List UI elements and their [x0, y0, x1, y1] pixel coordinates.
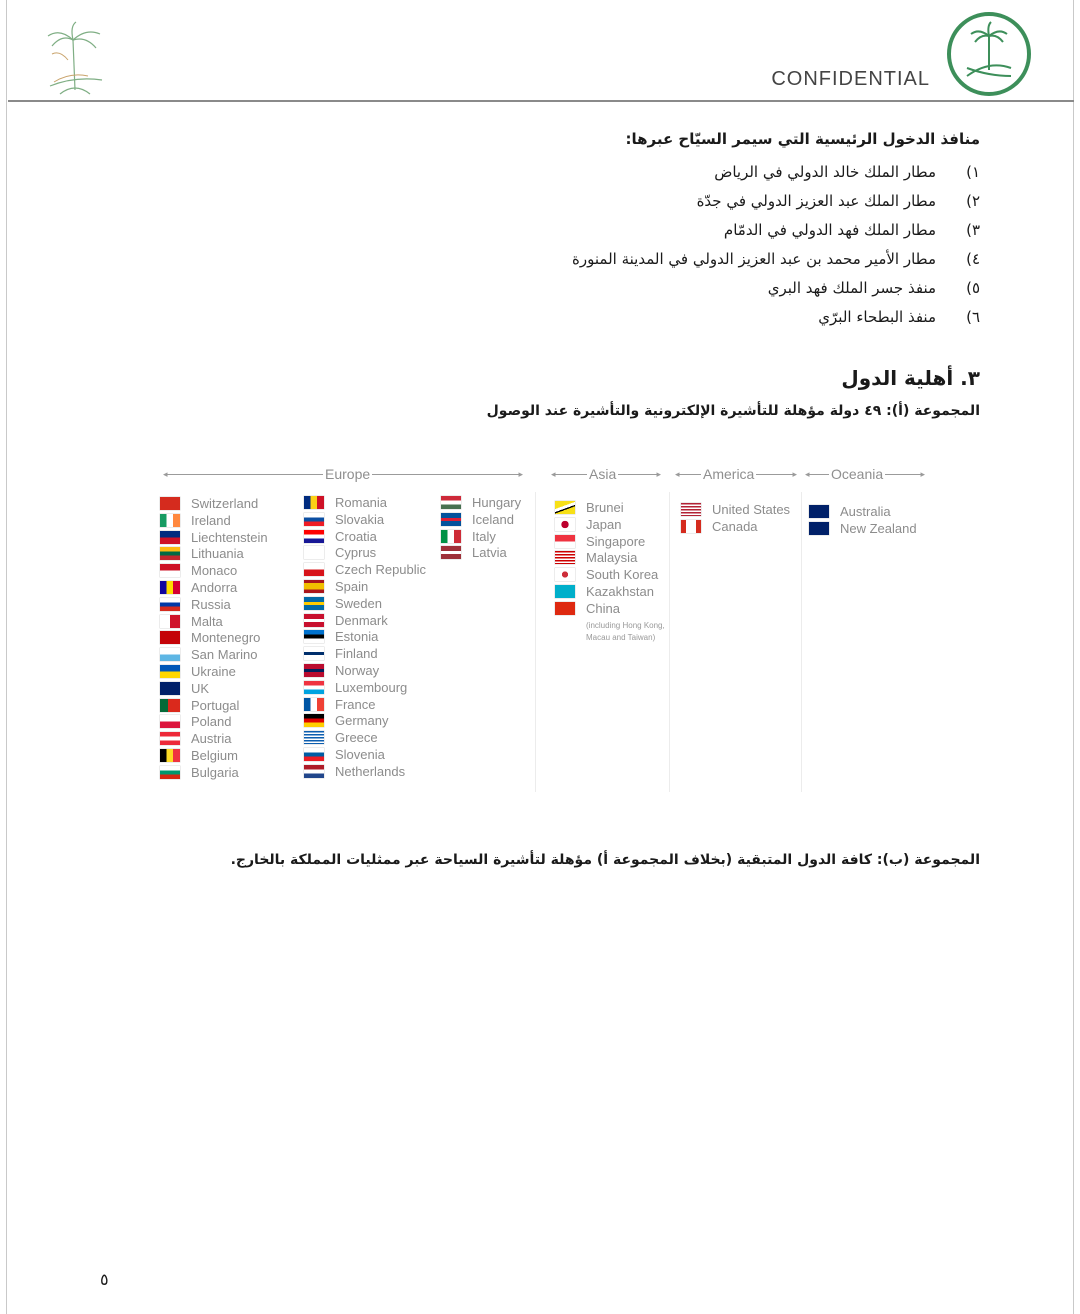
page-number: ٥ [100, 1270, 109, 1289]
country-name: Singapore [586, 533, 646, 549]
flag-icon [304, 714, 324, 727]
asia-column [555, 500, 658, 618]
list-item: ١)مطار الملك خالد الدولي في الرياض [714, 163, 980, 181]
flag-icon [160, 766, 180, 779]
country-item [555, 567, 658, 584]
country-name: Luxembourg [335, 679, 408, 695]
flag-icon [681, 503, 701, 516]
flag-icon [160, 699, 180, 712]
country-name: Croatia [335, 528, 377, 544]
country-eligibility-chart [155, 462, 930, 792]
region-asia-label: Asia [589, 466, 617, 482]
country-name: Liechtenstein [191, 529, 268, 545]
flag-icon [304, 530, 324, 543]
country-name: South Korea [586, 567, 659, 583]
country-name: Denmark [335, 612, 388, 628]
list-item: ٦)منفذ البطحاء البرّي [818, 308, 980, 326]
country-name: Italy [472, 528, 496, 544]
country-item [160, 664, 268, 681]
country-name: Poland [191, 714, 232, 730]
country-name: Hungary [472, 495, 522, 510]
flag-icon [304, 647, 324, 660]
country-item [441, 495, 521, 512]
flag-icon [160, 581, 180, 594]
flag-icon [304, 580, 324, 593]
flag-icon [160, 547, 180, 560]
country-item [160, 647, 268, 664]
country-name: Latvia [472, 545, 507, 561]
section-title: ٣. أهلية الدول [841, 366, 980, 390]
country-name: San Marino [191, 647, 258, 663]
flag-icon [160, 564, 180, 577]
confidential-label: CONFIDENTIAL [771, 68, 930, 90]
country-name: Switzerland [191, 496, 259, 511]
group-b-heading: المجموعة (ب): كافة الدول المتبقية (بخلاف المجموعة أ) مؤهلة لتأشيرة السياحة عبر ممثليات المملكة بالخارج. [230, 852, 980, 868]
flag-icon [304, 748, 324, 761]
country-name: Czech Republic [335, 562, 427, 578]
flag-icon [160, 514, 180, 527]
country-name: Montenegro [191, 630, 261, 646]
country-item [304, 680, 426, 697]
country-name: Slovenia [335, 746, 385, 762]
group-a-heading: المجموعة (أ): ٤٩ دولة مؤهلة للتأشيرة الإلكترونية والتأشيرة عند الوصول [486, 403, 980, 419]
country-item [160, 496, 268, 513]
flag-icon [160, 749, 180, 762]
country-item [160, 748, 268, 765]
flag-icon [160, 732, 180, 745]
country-item [304, 613, 426, 630]
country-name: France [335, 696, 376, 712]
country-name: Cyprus [335, 545, 377, 561]
country-item [441, 529, 521, 546]
flag-icon [304, 563, 324, 576]
europe-column-1 [160, 496, 268, 782]
country-item [809, 521, 917, 538]
country-item [160, 714, 268, 731]
country-name: Canada [712, 518, 758, 534]
flag-icon [441, 530, 461, 543]
country-name: Brunei [586, 500, 624, 515]
country-item [441, 512, 521, 529]
country-item [160, 765, 268, 782]
flag-icon [304, 546, 324, 559]
flag-icon [681, 520, 701, 533]
region-europe-label: Europe [325, 466, 371, 482]
country-item [304, 495, 426, 512]
flag-icon [441, 513, 461, 526]
country-item [304, 579, 426, 596]
flag-icon [160, 497, 180, 510]
country-item [160, 681, 268, 698]
country-name: China [586, 600, 620, 616]
country-item [304, 730, 426, 747]
palm-tree-logo [40, 20, 110, 100]
flag-icon [304, 664, 324, 677]
europe-column-2 [304, 495, 426, 781]
country-item [304, 545, 426, 562]
country-item [681, 502, 790, 519]
country-item [681, 519, 790, 536]
country-name: Germany [335, 713, 389, 729]
flag-icon [809, 522, 829, 535]
country-name: Malaysia [586, 550, 638, 566]
ports-title: منافذ الدخول الرئيسية التي سيمر السيّاح عبرها: [625, 130, 980, 148]
china-footnote: (including Hong Kong, Macau and Taiwan) [586, 621, 665, 642]
list-item: ٤)مطار الأمير محمد بن عبد العزيز الدولي في المدينة المنورة [572, 250, 980, 268]
country-name: Kazakhstan [586, 583, 654, 599]
country-name: Ukraine [191, 663, 236, 679]
flag-icon [555, 568, 575, 581]
country-item [809, 504, 917, 521]
country-name: Greece [335, 730, 378, 746]
flag-icon [809, 505, 829, 518]
header-divider [8, 100, 1074, 102]
saudi-emblem-logo [945, 10, 1033, 98]
country-name: Australia [840, 504, 891, 519]
country-item [160, 530, 268, 547]
country-name: Romania [335, 495, 388, 510]
flag-icon [555, 551, 575, 564]
europe-column-3 [441, 495, 521, 562]
country-name: Japan [586, 516, 622, 532]
flag-icon [160, 631, 180, 644]
country-name: Malta [191, 613, 223, 629]
flag-icon [160, 682, 180, 695]
country-item [304, 764, 426, 781]
country-item [160, 546, 268, 563]
flag-icon [160, 598, 180, 611]
country-name: Andorra [191, 579, 238, 595]
country-name: Austria [191, 731, 232, 747]
country-name: Sweden [335, 595, 382, 611]
country-name: Bulgaria [191, 764, 239, 780]
region-america-header: ◂ ▸ America [675, 466, 797, 482]
oceania-column [809, 504, 917, 538]
country-item [304, 629, 426, 646]
country-item [555, 517, 658, 534]
flag-icon [304, 630, 324, 643]
region-europe-header: ◂ ▸ Europe [163, 466, 523, 482]
flag-icon [304, 496, 324, 509]
flag-icon [304, 765, 324, 778]
country-item [304, 663, 426, 680]
country-name: United States [712, 502, 791, 517]
list-item: ٥)منفذ جسر الملك فهد البري [767, 279, 980, 297]
region-divider [535, 492, 536, 792]
flag-icon [555, 501, 575, 514]
region-oceania-label: Oceania [831, 466, 884, 482]
flag-icon [160, 665, 180, 678]
country-name: Belgium [191, 747, 238, 763]
country-name: UK [191, 680, 210, 696]
flag-icon [555, 518, 575, 531]
country-item [441, 545, 521, 562]
country-name: Finland [335, 646, 378, 662]
flag-icon [160, 531, 180, 544]
country-item [555, 601, 658, 618]
country-item [160, 698, 268, 715]
country-item [304, 646, 426, 663]
flag-icon [555, 535, 575, 548]
country-item [304, 747, 426, 764]
flag-icon [304, 731, 324, 744]
flag-icon [304, 681, 324, 694]
country-item [160, 580, 268, 597]
flag-icon [441, 496, 461, 509]
country-name: Ireland [191, 512, 231, 528]
country-item [304, 562, 426, 579]
flag-icon [304, 698, 324, 711]
country-item [304, 529, 426, 546]
country-name: Iceland [472, 511, 514, 527]
flag-icon [160, 648, 180, 661]
country-name: Russia [191, 596, 231, 612]
region-divider [801, 492, 802, 792]
flag-icon [555, 585, 575, 598]
country-name: Estonia [335, 629, 379, 645]
country-item [304, 512, 426, 529]
country-item [555, 584, 658, 601]
country-item [160, 614, 268, 631]
flag-icon [304, 597, 324, 610]
country-item [160, 563, 268, 580]
country-item [555, 534, 658, 551]
flag-icon [441, 546, 461, 559]
country-name: Lithuania [191, 546, 244, 562]
country-item [555, 550, 658, 567]
country-item [160, 597, 268, 614]
list-item: ٢)مطار الملك عبد العزيز الدولي في جدّة [696, 192, 980, 210]
list-item: ٣)مطار الملك فهد الدولي في الدمّام [723, 221, 980, 239]
country-name: New Zealand [840, 520, 917, 536]
flag-icon [555, 602, 575, 615]
america-column [681, 502, 790, 536]
flag-icon [160, 715, 180, 728]
country-name: Portugal [191, 697, 240, 713]
ports-list [572, 158, 980, 332]
flag-icon [304, 513, 324, 526]
country-item [160, 513, 268, 530]
region-america-label: America [703, 466, 755, 482]
country-item [555, 500, 658, 517]
country-item [160, 731, 268, 748]
country-item [304, 713, 426, 730]
flag-icon [304, 614, 324, 627]
country-name: Norway [335, 662, 380, 678]
region-asia-header: ◂ ▸ Asia [551, 466, 661, 482]
flag-icon [160, 615, 180, 628]
country-name: Spain [335, 578, 369, 594]
country-name: Monaco [191, 563, 238, 579]
country-item [160, 630, 268, 647]
region-oceania-header: ◂ ▸ Oceania [805, 466, 925, 482]
country-item [304, 596, 426, 613]
country-name: Netherlands [335, 763, 406, 779]
country-name: Slovakia [335, 511, 385, 527]
country-item [304, 697, 426, 714]
